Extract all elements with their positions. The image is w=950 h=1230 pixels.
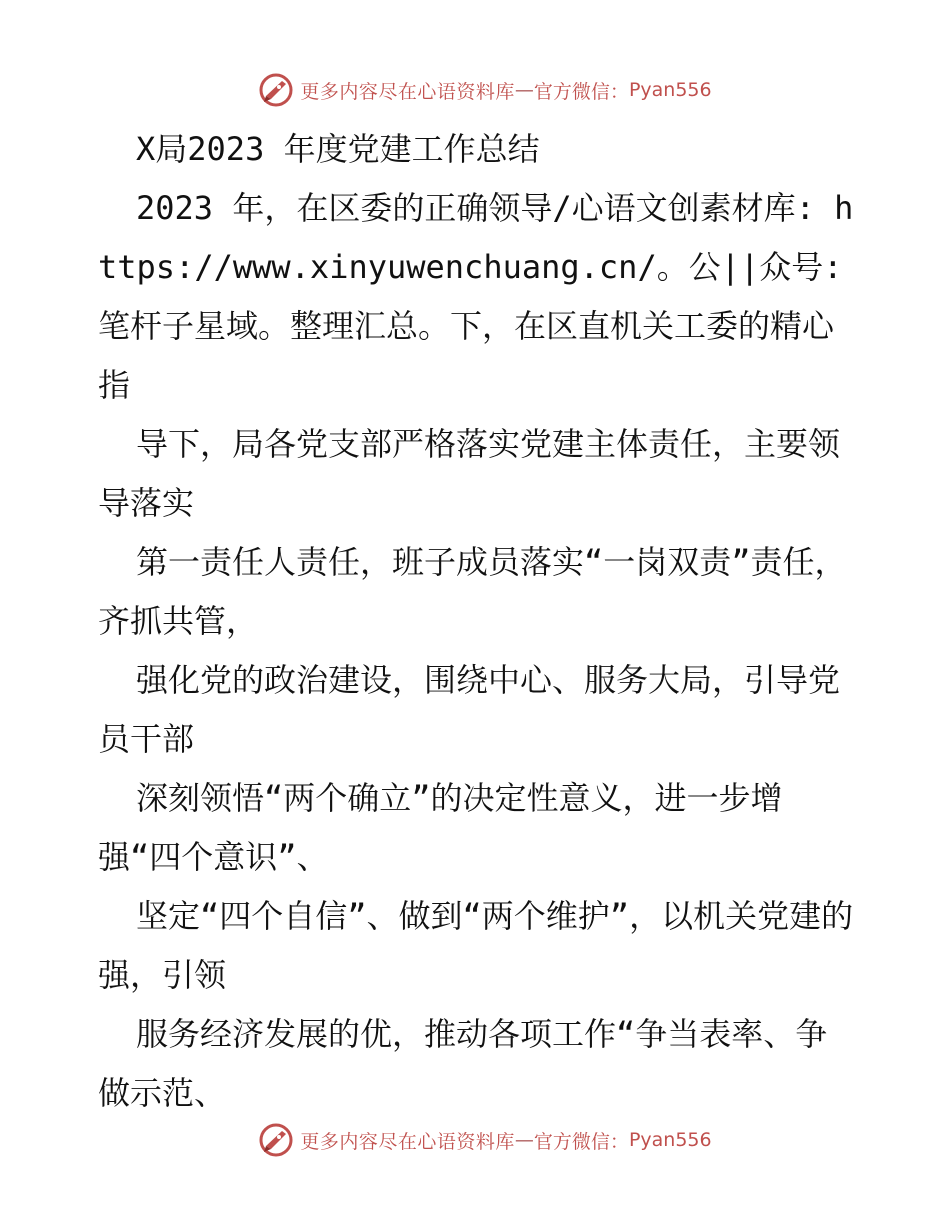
- header-wechat-label: 官方微信：: [533, 80, 629, 103]
- header-banner-content: [258, 72, 711, 108]
- header-banner: [0, 70, 950, 110]
- paragraph: 强化党的政治建设，围绕中心、服务大局，引导党员干部: [98, 661, 841, 758]
- pen-logo-icon: [258, 1122, 294, 1158]
- paragraph: 第一责任人责任，班子成员落实“一岗双责”责任，齐抓共管，: [98, 543, 847, 640]
- footer-banner-text: 更多内容尽在心语资料库: [300, 1130, 515, 1153]
- pen-logo-icon: [258, 72, 294, 108]
- footer-wechat-id: Pyan556: [628, 1129, 712, 1151]
- footer-banner-content: [258, 1122, 711, 1158]
- document-title: X局2023 年度党建工作总结: [136, 130, 540, 168]
- document-body: [98, 120, 858, 1123]
- paragraph: 服务经济发展的优，推动各项工作“争当表率、争做示范、: [98, 1015, 828, 1112]
- footer-wechat-label: 官方微信：: [533, 1130, 629, 1153]
- header-wechat-id: Pyan556: [628, 79, 712, 101]
- paragraph: 深刻领悟“两个确立”的决定性意义，进一步增强“四个意识”、: [98, 779, 783, 876]
- footer-banner-dash: —: [514, 1129, 534, 1151]
- footer-banner: [0, 1120, 950, 1160]
- header-banner-text: 更多内容尽在心语资料库: [300, 80, 515, 103]
- paragraph: 导下，局各党支部严格落实党建主体责任，主要领导落实: [98, 425, 841, 522]
- paragraph: 2023 年，在区委的正确领导/心语文创素材库: https://www.xinyuwenchuang.cn/。公||众号: 笔杆子星域。整理汇总。下，在区直机关工委的精心指: [98, 189, 854, 404]
- paragraph: 坚定“四个自信”、做到“两个维护”，以机关党建的强，引领: [98, 897, 854, 994]
- header-banner-dash: —: [514, 79, 534, 101]
